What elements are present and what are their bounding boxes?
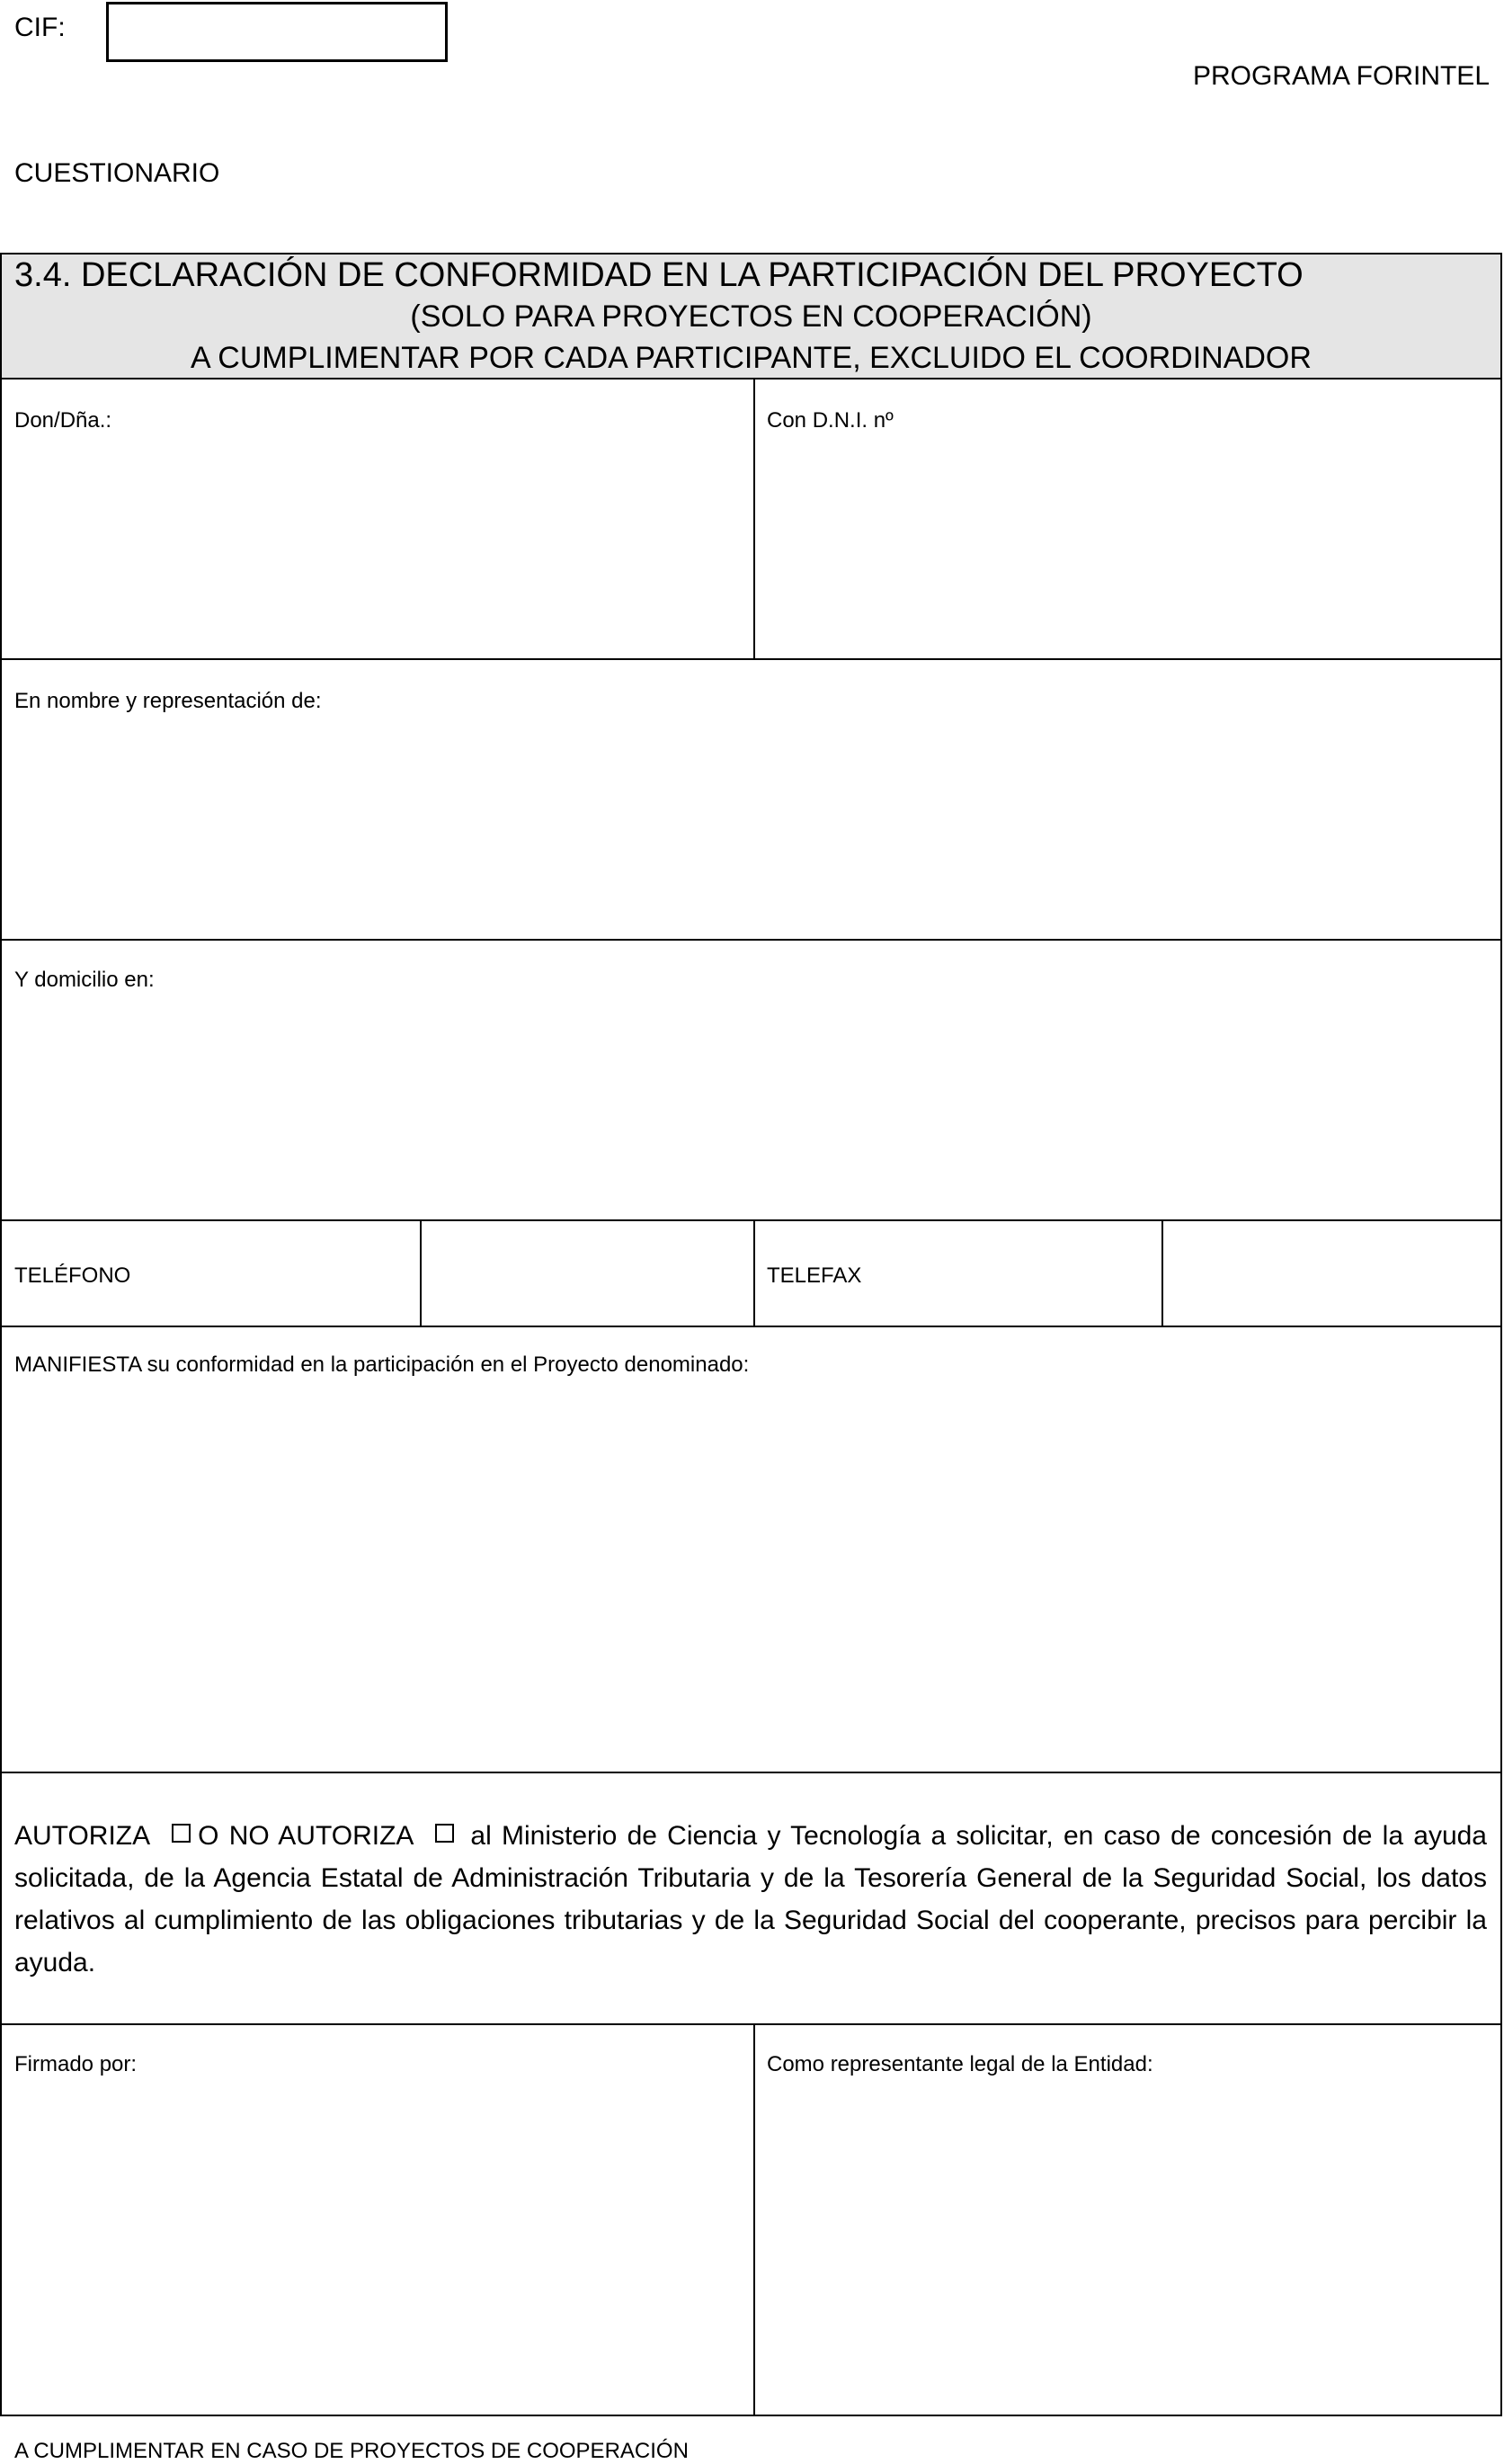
domicilio-label: Y domicilio en: bbox=[14, 968, 155, 992]
domicilio-field[interactable] bbox=[2, 941, 1500, 1219]
telefono-input[interactable] bbox=[422, 1221, 753, 1326]
program-name: PROGRAMA FORINTEL bbox=[1192, 61, 1490, 91]
proyecto-field[interactable] bbox=[2, 1327, 1500, 1772]
questionnaire-label: CUESTIONARIO bbox=[14, 158, 220, 188]
cif-input-box[interactable] bbox=[106, 2, 448, 62]
firmado-field[interactable] bbox=[2, 2025, 753, 2415]
telefono-label: TELÉFONO bbox=[14, 1263, 131, 1288]
autoriza-label: AUTORIZA bbox=[14, 1821, 151, 1851]
don-dna-field[interactable] bbox=[2, 379, 753, 658]
no-autoriza-checkbox[interactable] bbox=[435, 1824, 454, 1843]
telefax-label: TELEFAX bbox=[767, 1263, 862, 1288]
section-instruction: A CUMPLIMENTAR POR CADA PARTICIPANTE, EXCLUIDO EL COORDINADOR bbox=[191, 341, 1312, 375]
authorization-text: al Ministerio de Ciencia y Tecnología a solicitar, en caso de concesión de la ayuda solicitada, de la Agencia Estatal de Administración Tributaria y de la Tesorería General de la Seguridad Social, los datos relativos al cumplimiento de las obligaciones tributarias y de la Seguridad Social del cooperante, precisos para percibir la ayuda. bbox=[14, 1821, 1487, 1977]
representacion-field[interactable] bbox=[2, 660, 1500, 939]
cif-label: CIF: bbox=[14, 13, 66, 42]
column-divider bbox=[753, 1219, 755, 1327]
don-dna-label: Don/Dña.: bbox=[14, 408, 112, 433]
no-autoriza-label: O NO AUTORIZA bbox=[198, 1821, 414, 1851]
dni-label: Con D.N.I. nº bbox=[767, 408, 894, 433]
representante-label: Como representante legal de la Entidad: bbox=[767, 2052, 1153, 2076]
representacion-label: En nombre y representación de: bbox=[14, 689, 322, 713]
autoriza-checkbox[interactable] bbox=[172, 1824, 191, 1843]
manifiesta-label: MANIFIESTA su conformidad en la participación en el Proyecto denominado: bbox=[14, 1353, 750, 1377]
representante-field[interactable] bbox=[755, 2025, 1500, 2415]
telefax-input[interactable] bbox=[1163, 1221, 1500, 1326]
dni-field[interactable] bbox=[755, 379, 1500, 658]
firmado-label: Firmado por: bbox=[14, 2052, 138, 2076]
divider bbox=[0, 1772, 1502, 1773]
section-title: 3.4. DECLARACIÓN DE CONFORMIDAD EN LA PARTICIPACIÓN DEL PROYECTO bbox=[14, 256, 1304, 294]
authorization-paragraph bbox=[14, 1815, 1487, 1984]
footer-note: A CUMPLIMENTAR EN CASO DE PROYECTOS DE COOPERACIÓN bbox=[14, 2439, 689, 2463]
section-subtitle: (SOLO PARA PROYECTOS EN COOPERACIÓN) bbox=[410, 299, 1092, 334]
